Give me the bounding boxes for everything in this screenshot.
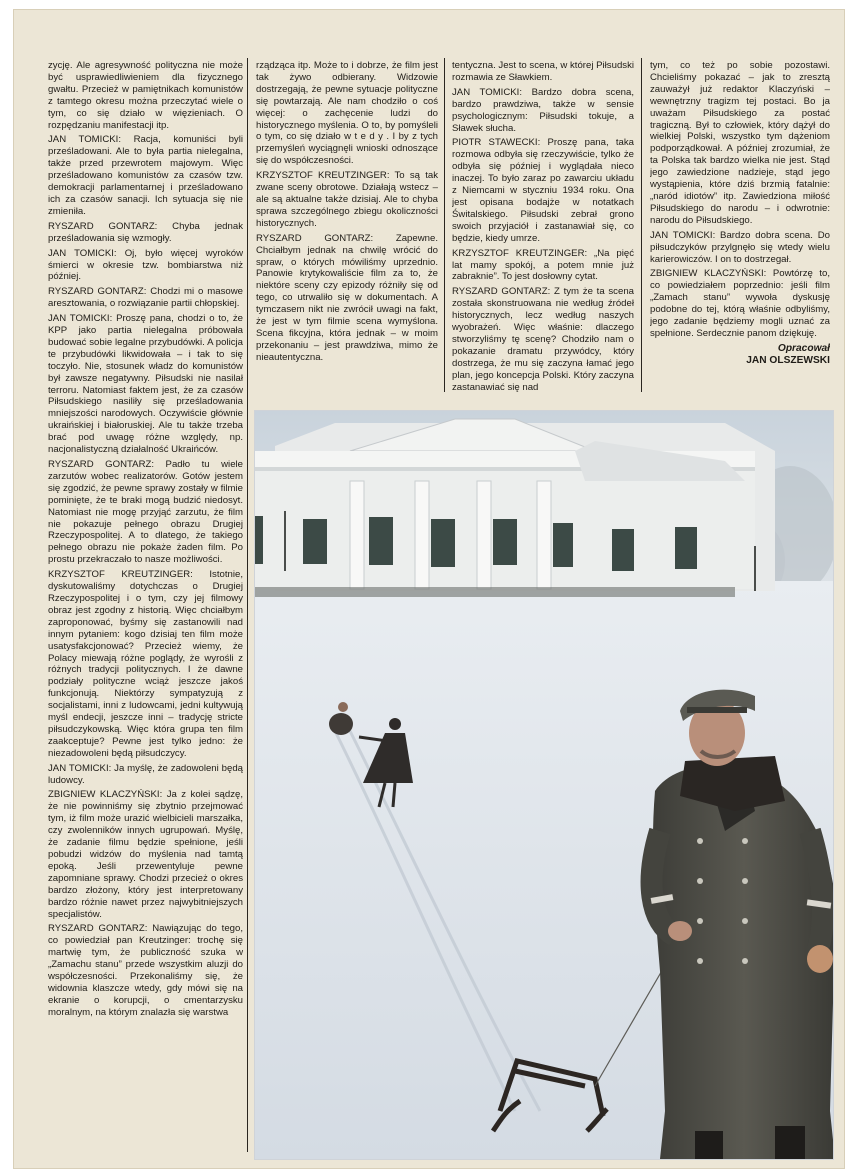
paragraph: JAN TOMICKI: Ja myślę, że zadowoleni będą ludowcy. [48,762,243,786]
column-divider [641,58,642,392]
paragraph: rządząca itp. Może to i dobrze, że film jest tak żywo odbierany. Widzowie dostrzegają, że pewne sytuacje polityczne się powtarzają. Ale nam chodziło o coś więcej: o zachęcenie ludzi do historycznego myślenia. O to, by pomyśleli o tym, co się działo w t e d y . I by z tych przemyśleń wyciągnęli wnioski odnoszące się do współczesności. [256,60,438,167]
magazine-page [14,10,844,1168]
paragraph: RYSZARD GONTARZ: Chodzi mi o masowe aresztowania, o rozwiązanie partii chłopskiej. [48,286,243,310]
paragraph: RYSZARD GONTARZ: Chyba jednak prześladowania się wzmogły. [48,220,243,244]
paragraph: zycję. Ale agresywność polityczna nie może być usprawiedliwieniem dla fizycznego gwałtu. Przecież w pamiętnikach komunistów z tamtego okresu można przeczytać wiele o tym, co się działo w więzieniach. O rozpędzaniu manifestacji itp. [48,60,243,131]
column-divider [247,58,248,1152]
column-divider [444,58,445,392]
paragraph: JAN TOMICKI: Bardzo dobra scena, bardzo prawdziwa, także w sensie psychologicznym: Piłsudski tokuje, a Sławek słucha. [452,86,634,134]
text-column-4 [650,60,830,402]
paragraph: ZBIGNIEW KLACZYŃSKI: Powtórzę to, co powiedziałem poprzednio: jeśli film „Zamach stanu” wywoła dyskusję podobne do tej, którą właśnie odbyliśmy, jego zadanie będziemy mogli uznać za spełnione. Serdecznie panom dziękuję. [650,268,830,339]
paragraph: JAN TOMICKI: Proszę pana, chodzi o to, że KPP jako partia nielegalna próbowała budować sobie legalne przybudówki. A policja te przybudówki likwidowała – i tak to się toczyło. Nie, stosunek władz do komunistów był zawsze negatywny. Piłsudski nie nasilał terroru. Natomiast faktem jest, że za czasów Piłsudskiego nasiliły się prześladowania mniejszości narodowych. Oczywiście głównie ukraińskiej i białoruskiej. Ale tu także trzeba brać pod uwagę różne względy, np. nacjonalistyczną działalność Ukraińców. [48,313,243,456]
paragraph: RYSZARD GONTARZ: Padło tu wiele zarzutów wobec realizatorów. Gotów jestem się zgodzić, że pewne sprawy zostały w filmie pominięte, że te braki mogą budzić niedosyt. Natomiast nie mogę przyjąć zarzutu, że film nie pokazuje pełnego obrazu Drugiej Rzeczypospolitej. A to dlatego, że takiego pełnego obrazu nie pokaże żaden film. Po prostu przekraczało to nasze możliwości. [48,459,243,566]
paragraph: KRZYSZTOF KREUTZINGER: „Na pięć lat mamy spokój, a potem mnie już zabraknie”. To jest dosłowny cytat. [452,247,634,283]
paragraph: RYSZARD GONTARZ: Z tym że ta scena została skonstruowana nie według źródeł historycznych, lecz według naszych wyobrażeń. Więc właśnie: dlaczego stworzyliśmy tę scenę? Chodziło nam o pokazanie dramatu przywódcy, który dostrzega, że mu się zaczyna łamać jego plan, jego koncepcja Polski. Który zaczyna zastanawiać się nad [452,286,634,393]
paragraph: JAN TOMICKI: Racja, komuniści byli prześladowani. Ale to była partia nielegalna, także przed przewrotem majowym. Więc prześladowano komunistów za czasów tzw. demokracji parlamentarnej i prześladowano ich za czasów sanacji. Ich sytuacja się nie zmieniła. [48,134,243,217]
text-column-1 [48,60,243,1150]
paragraph: JAN TOMICKI: Bardzo dobra scena. Do piłsudczyków przylgnęło się wtedy wielu karierowiczów. I on to dostrzegał. [650,229,830,265]
winter-scene-illustration [255,411,833,1159]
signature-name: JAN OLSZEWSKI [746,354,830,366]
paragraph: KRZYSZTOF KREUTZINGER: To są tak zwane sceny obrotowe. Działają wstecz – ale są aktualne także dzisiaj. Ale to chyba sprawa szczególnego zbiegu okoliczności historycznych. [256,170,438,229]
author-signature [650,343,830,367]
paragraph: PIOTR STAWECKI: Proszę pana, taka rozmowa odbyła się rzeczywiście, tylko że odbyła się później i wyglądała nieco inaczej. To było zaraz po zawarciu układu z Niemcami w styczniu 1934 roku. Ona jest opisana bodajże w notatkach Świtalskiego. Piłsudski zebrał grono swoich przyjaciół i zastanawiał się, co będzie, kiedy umrze. [452,137,634,244]
paragraph: RYSZARD GONTARZ: Zapewne. Chciałbym jednak na chwilę wrócić do spraw, o których mówiliśmy uprzednio. Panowie krytykowaliście film za to, że niektóre sceny czy epizody różniły się od tego, co utrwaliło się w dokumentach. A tymczasem nikt nie zwrócił uwagi na fakt, że jest w tym filmie scena wymyślona. Scena fikcyjna, która jednak – w moim przekonaniu – jest prawdziwa, mimo że nieautentyczna. [256,232,438,363]
signature-label: Opracował [777,342,830,354]
text-column-2 [256,60,438,400]
paragraph: ZBIGNIEW KLACZYŃSKI: Ja z kolei sądzę, że nie powinniśmy się zbytnio przejmować tym, iż film może urazić wielbicieli marszałka, czy zwolenników innych ugrupowań. Myślę, że zadanie filmu będzie spełnione, jeśli pobudzi widzów do myślenia nad tamtą epoką. Jeśli przewentyluje pewne zapomniane sprawy. Chodzi przecież o okres bardzo złożony, który jest interpretowany bardzo różnie nawet przez najwybitniejszych specjalistów. [48,789,243,920]
film-still-photo [254,410,834,1160]
paragraph: tym, co też po sobie pozostawi. Chcieliśmy pokazać – jak to zresztą zauważył już redaktor Klaczyński – wewnętrzny tragizm tej postaci. Bo ja uważam Piłsudskiego za postać tragiczną. Był to człowiek, który dążył do wielkiej Polski, wszystko tym dążeniom podporządkował. A później zrozumiał, że ta Polska tak bardzo wielka nie jest. Stąd jego zawiedzione nadzieje, stąd jego wystąpienia, które dziś brzmią fatalnie: „naród idiotów” itp. Zawiedziona miłość Piłsudskiego do narodu – i odwrotnie: narodu do Piłsudskiego. [650,60,830,226]
paragraph: JAN TOMICKI: Oj, było więcej wyroków śmierci w okresie tzw. bombiarstwa niż później. [48,247,243,283]
paragraph: KRZYSZTOF KREUTZINGER: Istotnie, dyskutowaliśmy dotychczas o Drugiej Rzeczypospolitej i o tym, czy jej filmowy obraz jest zgodny z historią. Więc chciałbym zaproponować, byśmy się zastanowili nad innym pytaniem: kogo dzisiaj ten film może usatysfakcjonować? Przecież wiemy, że Polacy miewają różne poglądy, że wyrośli z różnych tradycji politycznych. I że dawne podziały polityczne wciąż jeszcze jakoś funkcjonują. Niektórzy sympatyzują z socjalistami, inni z ludowcami, jedni kultywują myśl endecji, jeszcze inni – tradycję stricte piłsudczykowską. Więc która grupa ten film zaakceptuje? Pewne jest tylko jedno: że niezadowoleni będą piłsudczycy. [48,569,243,759]
paragraph: tentyczna. Jest to scena, w której Piłsudski rozmawia ze Sławkiem. [452,60,634,83]
text-column-3 [452,60,634,400]
paragraph: RYSZARD GONTARZ: Nawiązując do tego, co powiedział pan Kreutzinger: trochę się martwię tym, że publiczność szuka w „Zamachu stanu” przede wszystkim aluzji do współczesności. Przekonaliśmy się, że widownia klaszcze wtedy, gdy mówi się na ekranie o korupcji, o cmentarzysku moralnym, na którym znalazła się warstwa [48,923,243,1018]
palace-building [255,419,775,597]
